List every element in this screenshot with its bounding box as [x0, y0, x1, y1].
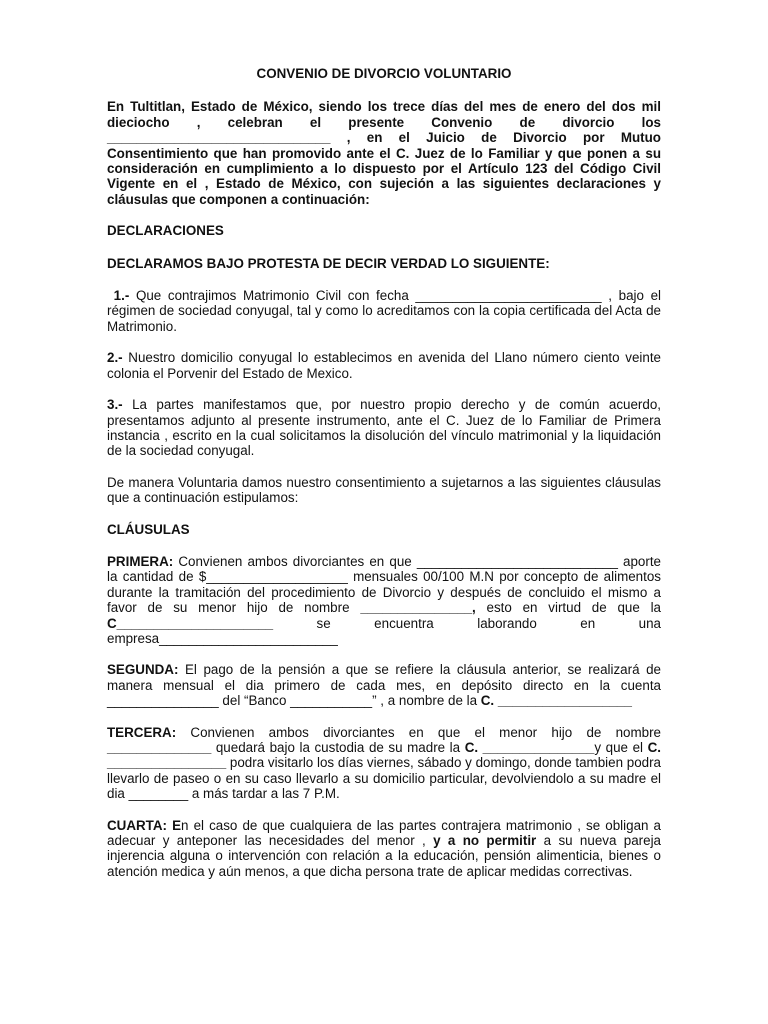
protesta-heading: DECLARAMOS BAJO PROTESTA DE DECIR VERDAD LO SIGUIENTE: [107, 255, 550, 271]
clausula-primera-text-c: se encuentra laborando en una empresa________________________ [107, 615, 661, 646]
clausula-tercera-text-a: Convienen ambos divorciantes en que el menor hijo de nombre [176, 724, 661, 740]
voluntaria-paragraph: De manera Voluntaria damos nuestro consentimiento a sujetarnos a las siguientes cláusulas que a continuación estipulamos: [107, 474, 661, 506]
clausula-cuarta-text-a: n el caso de que cualquiera de las partes contrajera matrimonio , se obligan a adecuar y anteponer las necesidades del menor , [107, 817, 661, 849]
declaracion-1-text: Que contrajimos Matrimonio Civil con fecha _________________________ , bajo el régimen de sociedad conyugal, tal y como lo acreditamos con la copia certificada del Acta de Matrimonio. [107, 288, 661, 334]
clausula-primera-text-b: esto en virtud de que la [475, 600, 661, 616]
clausula-tercera [107, 725, 661, 802]
document-title: CONVENIO DE DIVORCIO VOLUNTARIO [256, 66, 512, 81]
intro-paragraph: En Tultitlan, Estado de México, siendo los trece días del mes de enero del dos mil dieciocho , celebran el presente Convenio de divorcio los ______________________________ , en el Juicio de Divorcio por Mutuo Consentimiento que han promovido ante el C. Juez de lo Familiar y que ponen a su consideración en cumplimiento a lo dispuesto por el Artículo 123 del Código Civil Vigente en el , Estado de México, con sujeción a las siguientes declaraciones y cláusulas que componen a continuación: [107, 99, 661, 207]
declaracion-1-number: 1.- [113, 288, 130, 304]
clausula-primera-text-a: Convienen ambos divorciantes en que ___________________________ aporte la cantidad de $___________________ mensuales 00/100 M.N por concepto de alimentos durante la tramitación del procedimiento de Divorcio y después de concluido el mismo a favor de su menor hijo de nombre [107, 553, 661, 616]
clausula-cuarta [107, 818, 661, 880]
clausula-cuarta-bold-phrase: y a no permitir [433, 833, 537, 849]
clausula-tercera-blank-3: C. ________________ [107, 740, 661, 771]
clausula-tercera-blank-1: ______________ [107, 740, 212, 755]
clausula-segunda-label: SEGUNDA: [107, 662, 179, 678]
declaracion-3-number: 3.- [107, 397, 123, 413]
declaracion-3 [107, 397, 661, 459]
clausula-primera-blank-1: _______________, [360, 600, 476, 616]
clausula-primera-blank-2: C_____________________ [107, 615, 274, 631]
clausula-primera [107, 554, 661, 646]
clausula-segunda [107, 662, 661, 708]
declaracion-2-text: Nuestro domicilio conyugal lo establecimos en avenida del Llano número ciento veinte colonia el Porvenir del Estado de Mexico. [107, 350, 661, 381]
clausula-tercera-text-b: quedará bajo la custodia de su madre la [211, 740, 465, 755]
clausula-tercera-blank-2: C. _______________ [464, 740, 595, 755]
clausula-tercera-label: TERCERA: [107, 724, 177, 740]
clausula-tercera-text-c: y que el [594, 740, 648, 755]
declaracion-2 [107, 350, 661, 381]
clausula-tercera-text-d: podra visitarlo los días viernes, sábado y domingo, donde tambien podra llevarlo de paseo o en su caso llevarlo a su domicilio particular, devolviendolo a su madre el dia ________ a más tardar a las 7 P.M. [107, 755, 661, 802]
clausulas-heading: CLÁUSULAS [107, 521, 190, 537]
declaracion-1 [107, 288, 661, 334]
declaracion-2-number: 2.- [107, 350, 123, 366]
clausula-primera-label: PRIMERA: [107, 553, 174, 569]
clausula-cuarta-label: CUARTA: E [107, 817, 182, 833]
declaraciones-heading: DECLARACIONES [107, 223, 224, 239]
clausula-segunda-text: El pago de la pensión a que se refiere la cláusula anterior, se realizará de manera mensual el dia primero de cada mes, en depósito directo en la cuenta _______________ del “Banco ___________” , a nombre de la [107, 662, 661, 709]
document-page [107, 66, 661, 895]
clausula-segunda-blank: C. __________________ [480, 693, 632, 709]
clausula-cuarta-text-b: a su nueva pareja injerencia alguna o intervención con relación a la educación, pensión alimenticia, bienes o atención medica y aún menos, a que dicha persona trate de aplicar medidas correctivas. [107, 833, 661, 879]
declaracion-3-text: La partes manifestamos que, por nuestro propio derecho y de común acuerdo, presentamos adjunto al presente instrumento, ante el C. Juez de lo Familiar de Primera instancia , escrito en la cual solicitamos la disolución del vínculo matrimonial y la liquidación de la sociedad conyugal. [107, 397, 661, 459]
